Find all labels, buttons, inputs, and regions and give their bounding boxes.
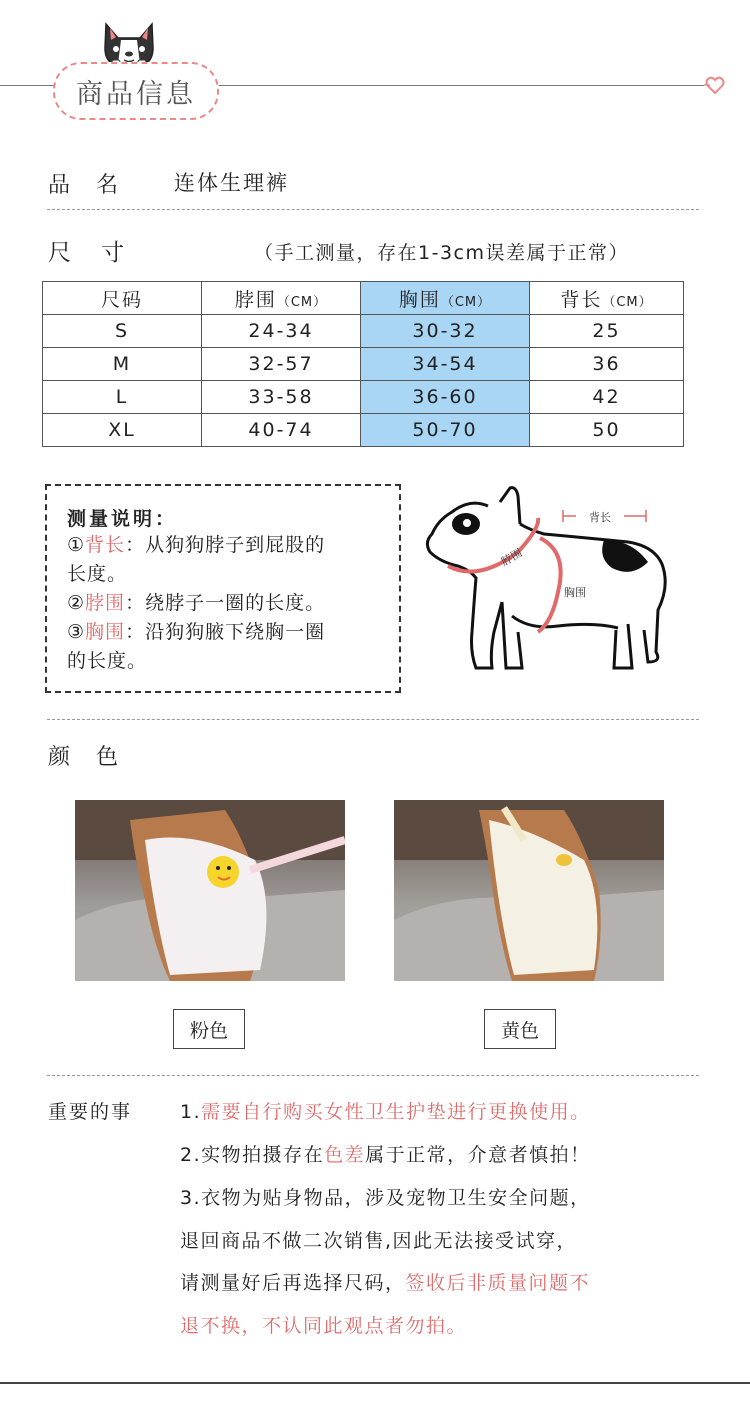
product-name-value: 连体生理裤 (174, 171, 289, 195)
table-cell: 24-34 (202, 315, 361, 348)
table-row (43, 348, 684, 381)
divider-3 (47, 1075, 699, 1076)
table-cell: 50-70 (361, 414, 530, 447)
notice-line-3: 3.衣物为贴身物品，涉及宠物卫生安全问题， (180, 1187, 591, 1209)
table-cell: 34-54 (361, 348, 530, 381)
divider-2 (47, 719, 699, 720)
size-table (42, 281, 684, 447)
heart-icon (704, 74, 726, 96)
size-label: 尺寸 (48, 240, 154, 266)
measure-item-chest: ③胸围：沿狗狗腋下绕胸一圈 (67, 621, 326, 643)
col-header-size: 尺码 (43, 282, 202, 315)
product-name-label: 品名 (48, 173, 145, 198)
measure-item-back: ①背长：从狗狗脖子到屁股的 (67, 534, 326, 556)
table-cell: S (43, 315, 202, 348)
table-cell: 50 (530, 414, 684, 447)
notice-line-6: 退不换，不认同此观点者勿拍。 (180, 1315, 468, 1337)
table-cell: 32-57 (202, 348, 361, 381)
measure-title: 测量说明： (67, 508, 178, 530)
table-cell: 25 (530, 315, 684, 348)
notice-line-5: 请测量好后再选择尺码，签收后非质量问题不 (180, 1272, 591, 1294)
col-header-neck: 脖围（CM） (202, 282, 361, 315)
size-note: （手工测量，存在1-3cm误差属于正常） (254, 242, 629, 264)
table-header-row (43, 282, 684, 315)
table-cell: 36 (530, 348, 684, 381)
table-cell: 42 (530, 381, 684, 414)
color-option-yellow[interactable]: 黄色 (484, 1009, 556, 1049)
header-line-left (0, 85, 55, 86)
color-option-pink[interactable]: 粉色 (173, 1009, 245, 1049)
section-badge-product-info (53, 62, 219, 120)
diagram-label-back: 背长 (589, 511, 611, 524)
product-photo-pink (75, 800, 345, 981)
badge-text: 商品信息 (76, 78, 196, 110)
diagram-label-neck: 脖围 (499, 546, 525, 569)
measure-item-chest-cont: 的长度。 (67, 650, 148, 672)
table-cell: 33-58 (202, 381, 361, 414)
table-cell: M (43, 348, 202, 381)
notice-line-4: 退回商品不做二次销售,因此无法接受试穿， (180, 1230, 578, 1252)
diagram-label-chest: 胸围 (564, 586, 586, 599)
divider-1 (47, 209, 699, 210)
table-row (43, 381, 684, 414)
dog-measurement-diagram (418, 482, 678, 682)
col-header-chest: 胸围（CM） (361, 282, 530, 315)
col-header-back: 背长（CM） (530, 282, 684, 315)
notice-line-1: 1.需要自行购买女性卫生护垫进行更换使用。 (180, 1101, 591, 1123)
table-cell: 36-60 (361, 381, 530, 414)
color-label: 颜色 (48, 745, 145, 770)
measure-item-neck: ②脖围：绕脖子一圈的长度。 (67, 592, 326, 614)
notice-line-2: 2.实物拍摄存在色差属于正常，介意者慎拍！ (180, 1144, 591, 1166)
table-row (43, 315, 684, 348)
table-row (43, 414, 684, 447)
header-line-right (216, 85, 704, 86)
measure-instructions-box (45, 484, 401, 693)
product-photo-yellow (394, 800, 664, 981)
table-cell: L (43, 381, 202, 414)
measure-item-back-cont: 长度。 (67, 563, 128, 585)
notice-label: 重要的事 (48, 1101, 133, 1123)
table-cell: 30-32 (361, 315, 530, 348)
bottom-divider (0, 1382, 750, 1384)
table-cell: XL (43, 414, 202, 447)
table-cell: 40-74 (202, 414, 361, 447)
